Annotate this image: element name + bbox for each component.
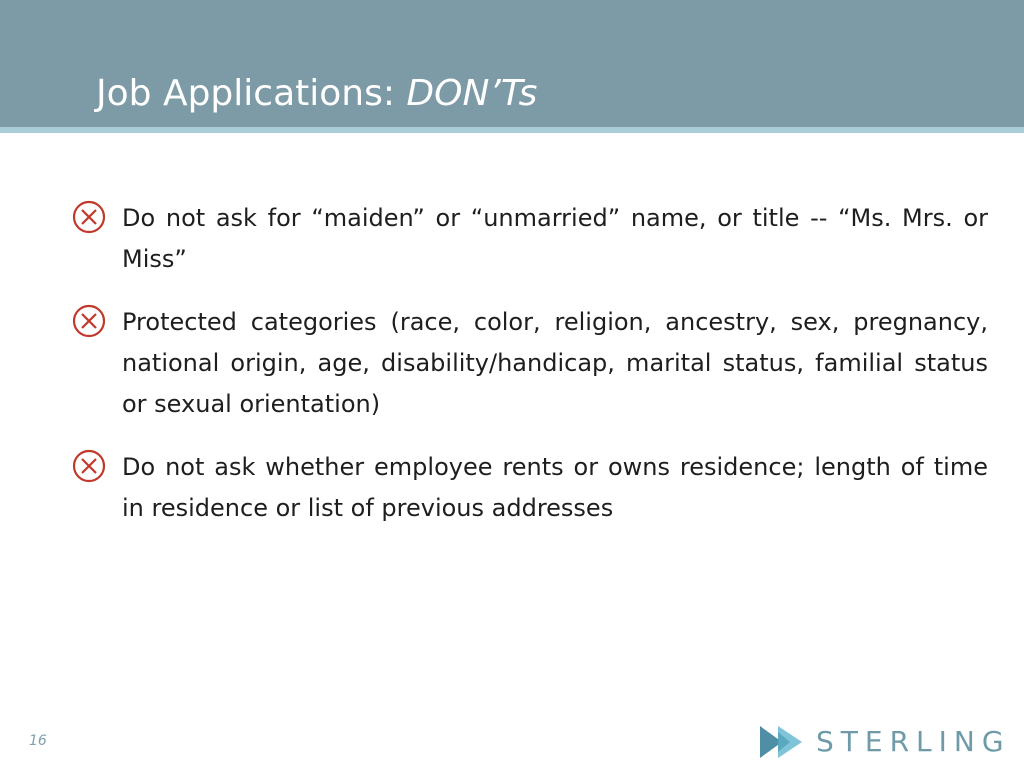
brand-name: STERLING xyxy=(816,725,1011,758)
prohibited-x-icon xyxy=(72,200,106,234)
brand-logo xyxy=(758,720,1010,764)
sterling-double-arrow-icon xyxy=(758,720,810,764)
bullet-item xyxy=(72,447,988,529)
bullet-text: Protected categories (race, color, religion, ancestry, sex, pregnancy, national origin, age, disability/handicap, marital status, familial status or sexual orientation) xyxy=(122,308,988,418)
slide-title-prefix: Job Applications: xyxy=(96,73,407,114)
bullet-text: Do not ask whether employee rents or owns residence; length of time in residence or list of previous addresses xyxy=(122,453,988,522)
bullet-text: Do not ask for “maiden” or “unmarried” name, or title -- “Ms. Mrs. or Miss” xyxy=(122,204,988,273)
bullet-item xyxy=(72,302,988,425)
bullet-list xyxy=(72,198,988,551)
slide-title xyxy=(96,64,537,124)
page-number: 16 xyxy=(29,733,47,749)
prohibited-x-icon xyxy=(72,304,106,338)
slide-title-emphasis: DON’Ts xyxy=(406,73,538,114)
bullet-item xyxy=(72,198,988,280)
prohibited-x-icon xyxy=(72,449,106,483)
title-bar-accent-stripe xyxy=(0,127,1024,133)
